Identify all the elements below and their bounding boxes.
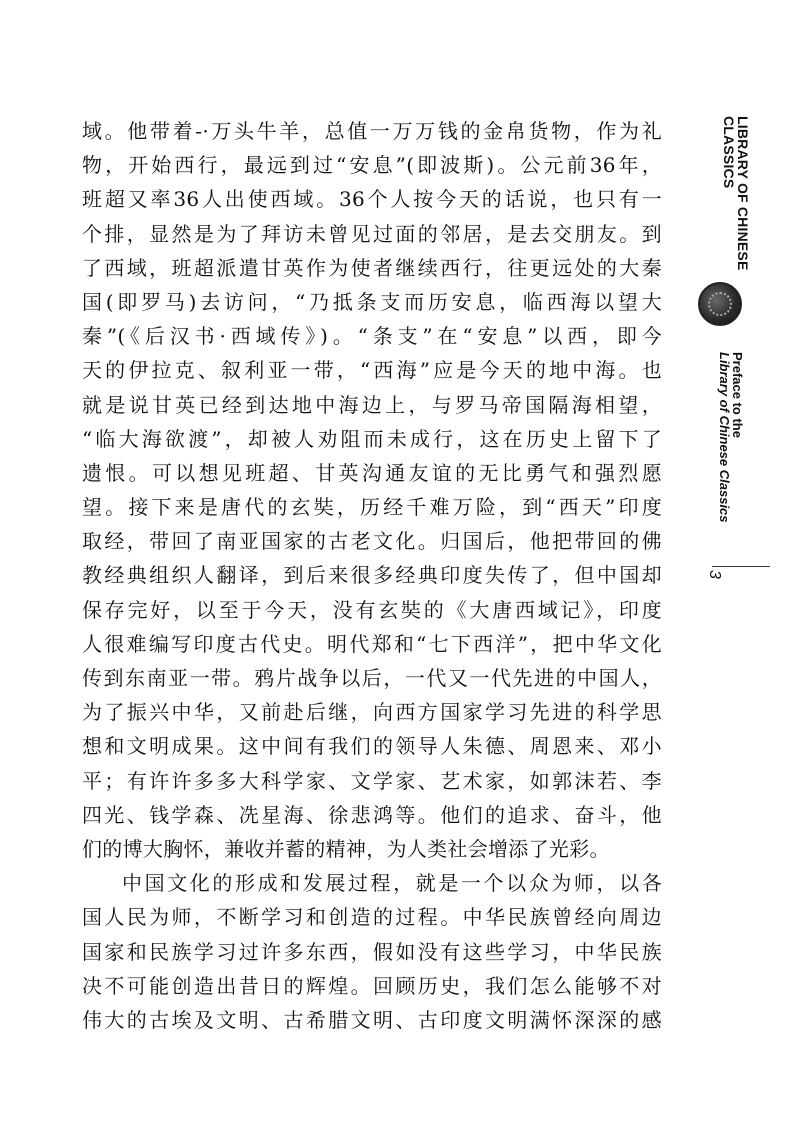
text-line: 传到东南亚一带。鸦片战争以后，一代又一代先进的中国人， <box>82 666 662 690</box>
text-line: 天的伊拉克、叙利亚一带，“西海”应是今天的地中海。也 <box>82 358 662 383</box>
text-line: 国(即罗马)去访问，“乃抵条支而历安息，临西海以望大 <box>82 289 662 314</box>
text-line: 取经，带回了南亚国家的古老文化。归国后，他把带回的佛 <box>82 529 662 554</box>
series-title-second-line: CLASSICS <box>721 116 737 189</box>
paragraph-start-line: 中国文化的形成和发展过程，就是一个以众为师，以各 <box>122 871 662 896</box>
text-line: 教经典组织人翻译，到后来很多经典印度失传了，但中国却 <box>82 563 662 588</box>
text-line: 望。接下来是唐代的玄奘，历经千难万险，到“西天”印度 <box>82 495 662 520</box>
text-line: 班超又率36人出使西域。36个人按今天的话说，也只有一 <box>82 187 662 212</box>
page-number-rule <box>712 566 770 567</box>
text-line: 域。他带着-·万头牛羊，总值一万万钱的金帛货物，作为礼 <box>82 119 662 143</box>
text-line: “临大海欲渡”，却被人劝阻而未成行，这在历史上留下了 <box>82 426 662 451</box>
text-line: 了西域，班超派遣甘英作为使者继续西行，往更远处的大秦 <box>82 255 662 280</box>
body-text <box>82 114 662 1037</box>
text-line: 物，开始西行，最远到过“安息”(即波斯)。公元前36年， <box>82 153 662 178</box>
running-head-subtitle: Library of Chinese Classics <box>717 352 732 523</box>
text-line: 为了振兴中华，又前赴后继，向西方国家学习先进的科学思 <box>82 700 662 725</box>
text-line: 决不可能创造出昔日的辉煌。回顾历史，我们怎么能够不对 <box>82 973 662 998</box>
running-head: Preface to the <box>730 352 745 438</box>
text-line: 秦”(《后汉书·西域传》)。“条支”在“安息”以西，即今 <box>82 324 662 349</box>
text-line: 国家和民族学习过许多东西，假如没有这些学习，中华民族 <box>82 939 662 964</box>
text-line: 个排，显然是为了拜访未曾见过面的邻居，是去交朋友。到 <box>82 221 662 246</box>
text-line: 想和文明成果。这中间有我们的领导人朱德、周恩来、邓小 <box>82 734 662 759</box>
page-number: 3 <box>706 570 723 579</box>
text-line: 四光、钱学森、冼星海、徐悲鸿等。他们的追求、奋斗，他 <box>82 802 662 827</box>
library-seal-icon <box>698 282 742 326</box>
series-title: LIBRARY OF CHINESE <box>735 116 751 271</box>
text-line: 国人民为师，不断学习和创造的过程。中华民族曾经向周边 <box>82 905 662 930</box>
text-line: 平；有许许多多大科学家、文学家、艺术家，如郭沫若、李 <box>82 768 662 793</box>
text-line: 遗恨。可以想见班超、甘英沟通友谊的无比勇气和强烈愿 <box>82 460 662 485</box>
text-line: 保存完好，以至于今天，没有玄奘的《大唐西域记》，印度 <box>82 597 662 622</box>
text-line: 就是说甘英已经到达地中海边上，与罗马帝国隔海相望， <box>82 392 662 417</box>
text-line: 伟大的古埃及文明、古希腊文明、古印度文明满怀深深的感 <box>82 1007 662 1032</box>
text-line: 们的博大胸怀，兼收并蓄的精神，为人类社会增添了光彩。 <box>82 836 610 861</box>
text-line: 人很难编写印度古代史。明代郑和“七下西洋”，把中华文化 <box>82 631 662 656</box>
